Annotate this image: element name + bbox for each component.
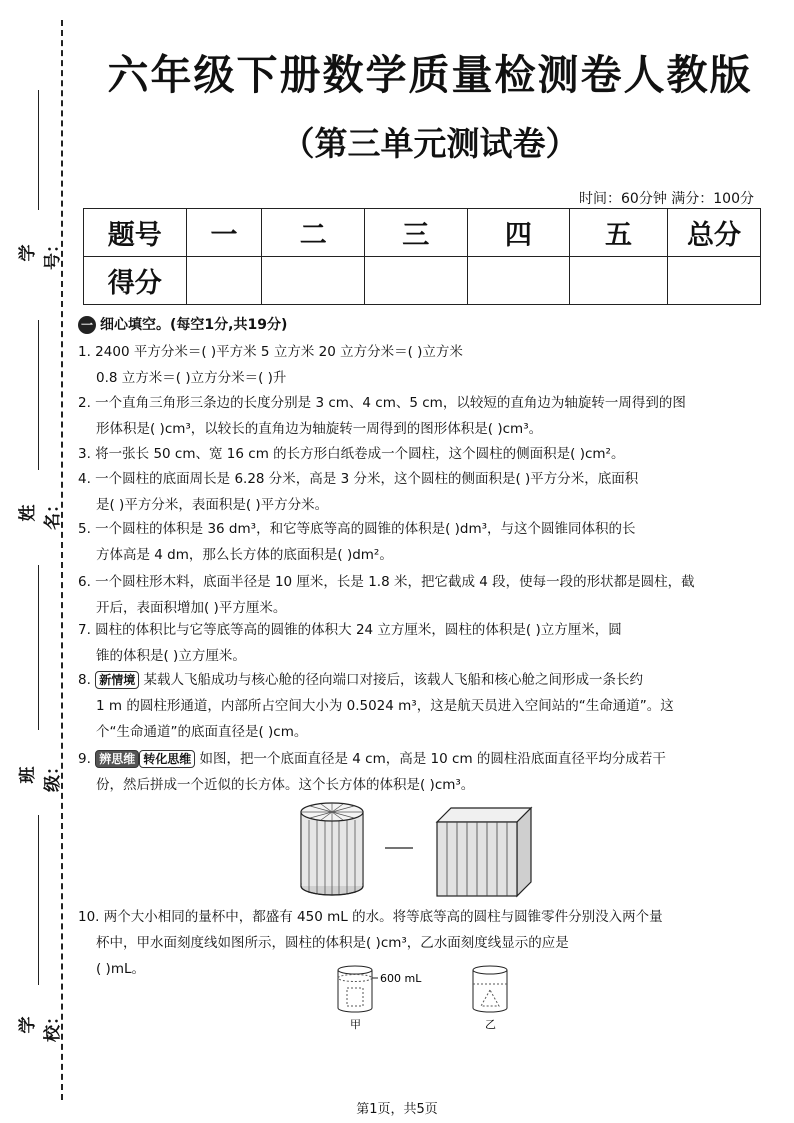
student-id-line (38, 90, 39, 210)
question-9 (78, 746, 768, 798)
score-header-cell: 五 (570, 209, 668, 257)
question-4 (78, 466, 768, 518)
score-row-label: 得分 (84, 257, 187, 305)
score-header-cell: 一 (186, 209, 262, 257)
school-label: 学校： (18, 1008, 63, 1042)
sliced-cylinder-drawing (301, 803, 363, 895)
name-label: 姓名： (18, 496, 63, 530)
score-header-cell: 三 (364, 209, 467, 257)
question-8-line-2: 1 m 的圆柱形通道，内部所占空间大小为 0.5024 m³，这是航天员进入空间站的“生命通道”。这 (96, 698, 674, 714)
student-id-label: 学号： (18, 236, 63, 270)
question-10-line-2: 杯中，甲水面刻度线如图所示，圆柱的体积是( )cm³，乙水面刻度线显示的应是 (96, 935, 569, 951)
question-2 (78, 390, 768, 442)
score-cell[interactable] (467, 257, 570, 305)
score-table-score-row (84, 257, 761, 305)
score-header-cell: 题号 (84, 209, 187, 257)
approximate-cuboid-drawing (437, 808, 531, 896)
question-7-line-1: 7. 圆柱的体积比与它等底等高的圆锥的体积大 24 立方厘米，圆柱的体积是( )立方厘米，圆 (78, 622, 622, 638)
thinking-tag: 辨思维 (95, 750, 139, 768)
binding-dashed-line (61, 20, 63, 1100)
cup-b-label: 乙 (485, 1018, 496, 1031)
score-cell[interactable] (262, 257, 365, 305)
question-6 (78, 569, 768, 621)
question-10-line-3: ( )mL。 (96, 961, 145, 977)
score-table (83, 208, 761, 305)
question-8-line-3: 个“生命通道”的底面直径是( )cm。 (96, 724, 308, 740)
question-8-text: 某载人飞船成功与核心舱的径向端口对接后，该载人飞船和核心舱之间形成一条长约 (143, 672, 643, 688)
score-cell[interactable] (186, 257, 262, 305)
score-table-header-row (84, 209, 761, 257)
name-line (38, 320, 39, 470)
question-9-line-1 (78, 746, 768, 772)
section-title: 细心填空。(每空1分,共19分) (100, 317, 288, 333)
question-4-line-1: 4. 一个圆柱的底面周长是 6.28 分米，高是 3 分米，这个圆柱的侧面积是( )平方分米，底面积 (78, 471, 639, 487)
score-cell[interactable] (364, 257, 467, 305)
page-subtitle: （第三单元测试卷） (281, 124, 579, 163)
new-scenario-tag: 新情境 (95, 671, 139, 689)
question-6-line-1: 6. 一个圆柱形木料，底面半径是 10 厘米，长是 1.8 米，把它截成 4 段，使每一段的形状都是圆柱，截 (78, 574, 695, 590)
question-9-text: 如图，把一个底面直径是 4 cm，高是 10 cm 的圆柱沿底面直径平均分成若干 (199, 751, 666, 767)
question-9-number: 9. (78, 751, 91, 767)
question-2-line-1: 2. 一个直角三角形三条边的长度分别是 3 cm、4 cm、5 cm，以较短的直角边为轴旋转一周得到的图 (78, 395, 686, 411)
question-8-line-1 (78, 667, 768, 693)
question-8 (78, 667, 768, 745)
section-number-badge: 一 (78, 316, 96, 334)
class-label: 班级： (18, 758, 63, 792)
score-header-cell: 二 (262, 209, 365, 257)
question-1-line-1: 1. 2400 平方分米＝( )平方米 5 立方米 20 立方分米＝( )立方米 (78, 344, 463, 360)
question-4-line-2: 是( )平方分米，表面积是( )平方分米。 (96, 497, 329, 513)
page-footer: 第1页，共5页 (356, 1102, 438, 1117)
measuring-cups-figure (330, 962, 530, 1032)
score-cell[interactable] (667, 257, 760, 305)
question-5-line-1: 5. 一个圆柱的体积是 36 dm³，和它等底等高的圆锥的体积是( )dm³，与这个圆锥同体积的长 (78, 521, 636, 537)
question-5-line-2: 方体高是 4 dm，那么长方体的底面积是( )dm²。 (96, 547, 393, 563)
scale-600ml-label: 600 mL (380, 972, 422, 985)
question-7-line-2: 锥的体积是( )立方厘米。 (96, 648, 246, 664)
score-cell[interactable] (570, 257, 668, 305)
cup-b-drawing (473, 966, 507, 1012)
question-1-line-2: 0.8 立方米＝( )立方分米＝( )升 (96, 370, 287, 386)
question-10-line-1: 10. 两个大小相同的量杯中，都盛有 450 mL 的水。将等底等高的圆柱与圆锥零件分别没入两个量 (78, 909, 663, 925)
question-2-line-2: 形体积是( )cm³，以较长的直角边为轴旋转一周得到的图形体积是( )cm³。 (96, 421, 543, 437)
class-line (38, 565, 39, 730)
question-8-number: 8. (78, 672, 91, 688)
question-9-line-2: 份，然后拼成一个近似的长方体。这个长方体的体积是( )cm³。 (96, 777, 475, 793)
score-header-cell: 四 (467, 209, 570, 257)
cylinder-to-cuboid-figure (295, 800, 535, 900)
question-3 (78, 441, 768, 467)
question-7 (78, 617, 768, 669)
school-line (38, 815, 39, 985)
question-3-line-1: 3. 将一张长 50 cm、宽 16 cm 的长方形白纸卷成一个圆柱，这个圆柱的侧面积是( )cm²。 (78, 446, 625, 462)
cup-a-label: 甲 (350, 1018, 361, 1031)
question-6-line-2: 开后，表面积增加( )平方厘米。 (96, 600, 287, 616)
cup-a-drawing (338, 966, 378, 1012)
question-1 (78, 339, 768, 391)
score-header-cell: 总分 (667, 209, 760, 257)
transform-thinking-tag: 转化思维 (139, 750, 195, 768)
section-heading (78, 314, 287, 334)
time-info: 时间：60分钟 满分：100分 (579, 191, 754, 207)
page-title: 六年级下册数学质量检测卷人教版 (107, 51, 753, 99)
question-5 (78, 516, 768, 568)
